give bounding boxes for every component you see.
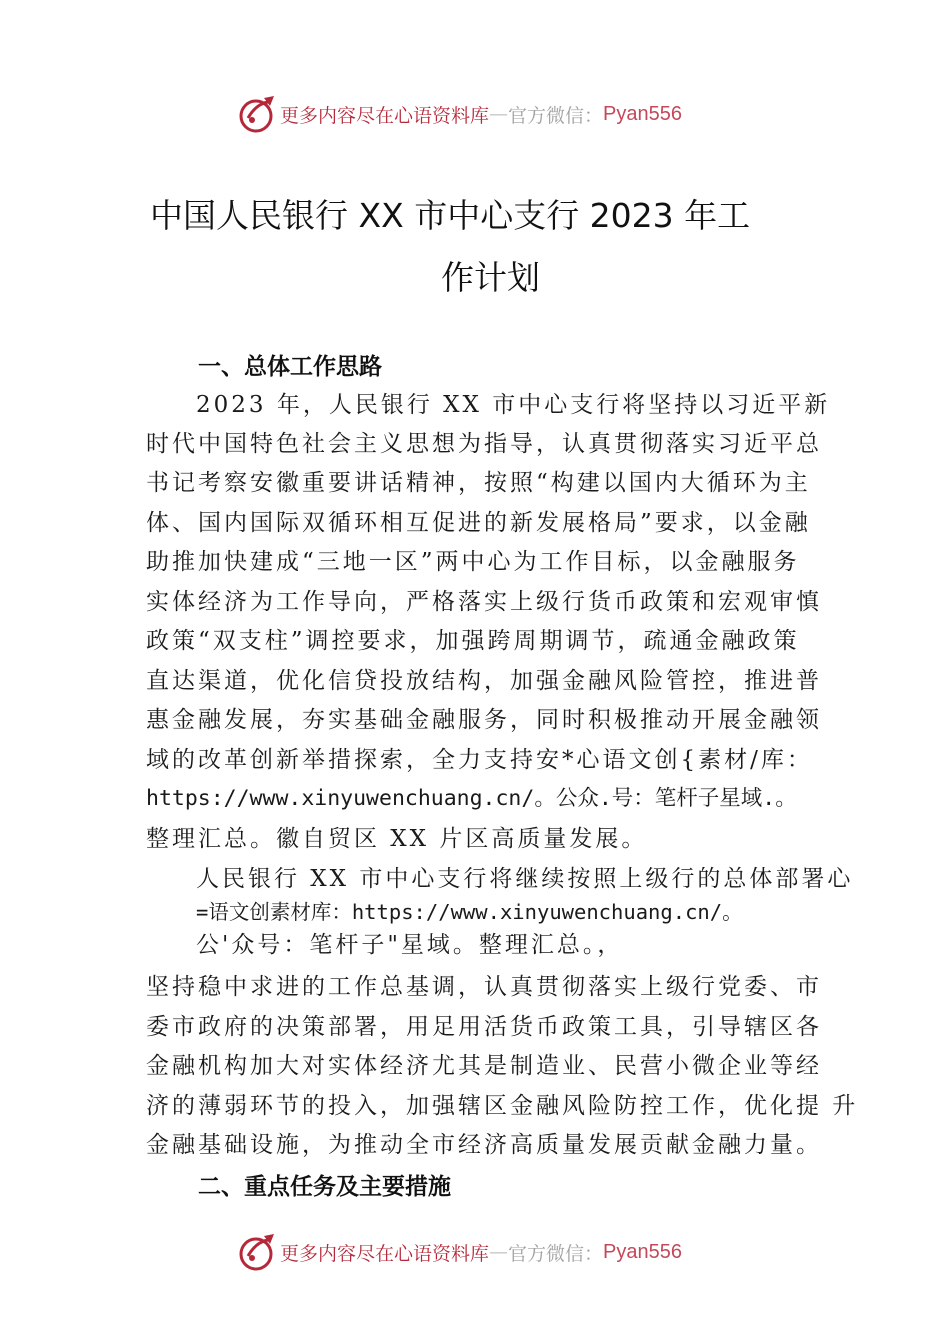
p3-line: 坚持稳中求进的工作总基调，认真贯彻落实上级行党委、市 [146, 974, 822, 1000]
banner-slogan: 更多内容尽在心语资料库 [280, 1242, 490, 1265]
brand-logo-icon [238, 94, 278, 134]
section1-heading: 一、总体工作思路 [198, 354, 382, 380]
p1-line: 2023 年，人民银行 XX 市中心支行将坚持以习近平新 [196, 392, 831, 418]
footer-banner [238, 1232, 718, 1272]
header-banner [238, 94, 718, 134]
banner-wechat-label: 官方微信： [508, 104, 604, 127]
p1-line: 域的改革创新举措探索，全力支持安*心语文创{素材/库： [146, 747, 813, 773]
p2-line: 人民银行 XX 市中心支行将继续按照上级行的总体部署心 [196, 866, 854, 892]
p2-line: 公'众号：笔杆子"星域。整理汇总。， [196, 932, 624, 958]
p3-line: 金融机构加大对实体经济尤其是制造业、民营小微企业等经 [146, 1053, 822, 1079]
document-title-line1: 中国人民银行 XX 市中心支行 2023 年工 [150, 196, 751, 235]
p3-line: 委市政府的决策部署，用足用活货币政策工具，引导辖区各 [146, 1014, 822, 1040]
p3-line: 济的薄弱环节的投入，加强辖区金融风险防控工作，优化提 升 [146, 1093, 859, 1119]
p1-line: 助推加快建成“三地一区”两中心为工作目标，以金融服务 [146, 549, 800, 575]
p1-line: https://www.xinyuwenchuang.cn/。公众.号：笔杆子星域.。 [146, 786, 797, 811]
p1-line: 政策“双支柱”调控要求，加强跨周期调节，疏通金融政策 [146, 628, 800, 654]
p1-line: 惠金融发展，夯实基础金融服务，同时积极推动开展金融领 [146, 707, 822, 733]
p2-line: =语文创素材库：https://www.xinyuwenchuang.cn/。 [196, 900, 743, 924]
banner-dash: — [489, 1241, 509, 1263]
banner-wechat-label: 官方微信： [508, 1242, 604, 1265]
p1-line: 实体经济为工作导向，严格落实上级行货币政策和宏观审慎 [146, 589, 822, 615]
banner-wechat-id: Pyan556 [603, 102, 682, 125]
p1-line: 整理汇总。徽自贸区 XX 片区高质量发展。 [146, 826, 648, 852]
brand-logo-icon [238, 1232, 278, 1272]
p1-line: 书记考察安徽重要讲话精神，按照“构建以国内大循环为主 [146, 470, 811, 496]
section2-heading: 二、重点任务及主要措施 [198, 1174, 451, 1200]
banner-wechat-id: Pyan556 [603, 1240, 682, 1263]
document-title-line2: 作计划 [441, 258, 540, 297]
p1-line: 体、国内国际双循环相互促进的新发展格局”要求，以金融 [146, 510, 811, 536]
p1-line: 时代中国特色社会主义思想为指导，认真贯彻落实习近平总 [146, 431, 822, 457]
banner-slogan: 更多内容尽在心语资料库 [280, 104, 490, 127]
p3-line: 金融基础设施，为推动全市经济高质量发展贡献金融力量。 [146, 1132, 822, 1158]
p1-line: 直达渠道，优化信贷投放结构，加强金融风险管控，推进普 [146, 668, 822, 694]
banner-dash: — [489, 103, 509, 125]
